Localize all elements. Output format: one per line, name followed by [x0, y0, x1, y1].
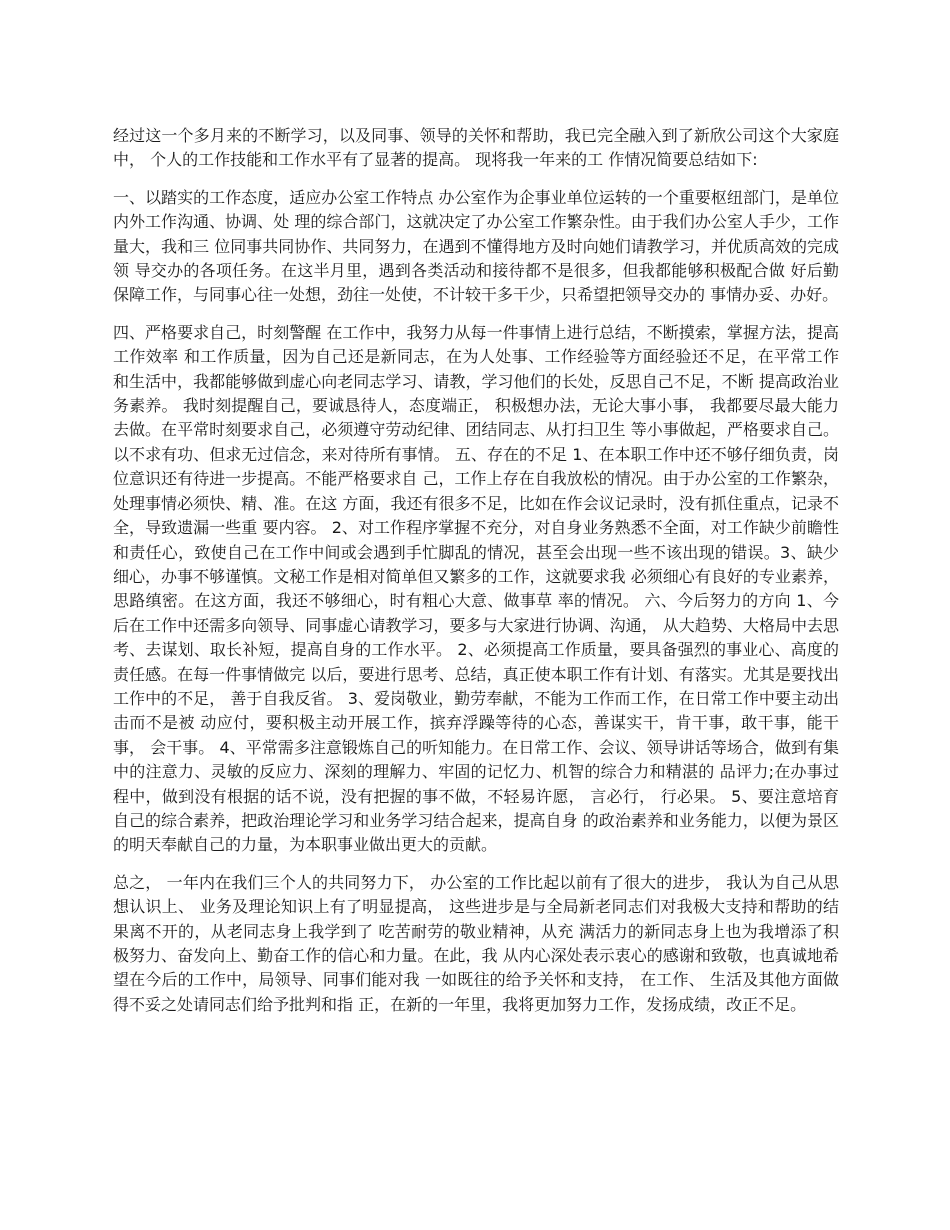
paragraph-intro: 经过这一个多月来的不断学习，以及同事、领导的关怀和帮助，我已完全融入到了新欣公司这个大家庭中， 个人的工作技能和工作水平有了显著的提高。 现将我一年来的工 作情况简要总结如下: [113, 126, 839, 170]
paragraph-section-one: 一、以踏实的工作态度，适应办公室工作特点 办公室作为企事业单位运转的一个重要枢纽部门，是单位内外工作沟通、协调、处 理的综合部门，这就决定了办公室工作繁杂性。由于我们办公室人手少，工作量大，我和三 位同事共同协作、共同努力，在遇到不懂得地方及时向她们请教学习，并优质高效的完成领 导交办的各项任务。在这半月里，遇到各类活动和接待都不是很多，但我都能够积极配合做 好后勤保障工作，与同事心往一处想，劲往一处使，不计较干多干少，只希望把领导交办的 事情办妥、办好。 [113, 187, 839, 305]
paragraph-conclusion: 总之， 一年内在我们三个人的共同努力下， 办公室的工作比起以前有了很大的进步， 我认为自己从思想认识上、 业务及理论知识上有了明显提高， 这些进步是与全局新老同志们对我极大支持和帮助的结果离不开的，从老同志身上我学到了 吃苦耐劳的敬业精神，从充 满活力的新同志身上也为我增添了积极努力、奋发向上、勤奋工作的信心和力量。在此，我 从内心深处表示衷心的感谢和致敬，也真诚地希望在今后的工作中，局领导、同事们能对我 一如既往的给予关怀和支持， 在工作、 生活及其他方面做得不妥之处请同志们给予批判和指 正，在新的一年里，我将更加努力工作，发扬成绩，改正不足。 [113, 872, 839, 1014]
document-body [113, 124, 839, 1030]
paragraph-sections-four-to-six: 四、严格要求自己，时刻警醒 在工作中，我努力从每一件事情上进行总结，不断摸索，掌握方法，提高工作效率 和工作质量，因为自己还是新同志，在为人处事、工作经验等方面经验还不足，在平常工作 和生活中，我都能够做到虚心向老同志学习、请教，学习他们的长处，反思自己不足，不断 提高政治业务素养。 我时刻提醒自己，要诚恳待人，态度端正， 积极想办法，无论大事小事， 我都要尽最大能力去做。在平常时刻要求自己，必须遵守劳动纪律、团结同志、从打扫卫生 等小事做起，严格要求自己。以不求有功、但求无过信念，来对待所有事情。 五、存在的不足 1、在本职工作中还不够仔细负责，岗位意识还有待进一步提高。不能严格要求自 己，工作上存在自我放松的情况。由于办公室的工作繁杂，处理事情必须快、精、准。在这 方面，我还有很多不足，比如在作会议记录时，没有抓住重点，记录不全，导致遗漏一些重 要内容。 2、对工作程序掌握不充分，对自身业务熟悉不全面，对工作缺少前瞻性和责任心，致使自己在工作中间或会遇到手忙脚乱的情况，甚至会出现一些不该出现的错误。3、缺少细心，办事不够谨慎。文秘工作是相对简单但又繁多的工作，这就要求我 必须细心有良好的专业素养，思路缜密。在这方面，我还不够细心，时有粗心大意、做事草 率的情况。 六、今后努力的方向 1、今后在工作中还需多向领导、同事虚心请教学习，要多与大家进行协调、沟通， 从大趋势、大格局中去思考、去谋划、取长补短，提高自身的工作水平。 2、必须提高工作质量，要具备强烈的事业心、高度的责任感。在每一件事情做完 以后，要进行思考、总结，真正使本职工作有计划、有落实。尤其是要找出工作中的不足， 善于自我反省。 3、爱岗敬业，勤劳奉献，不能为工作而工作，在日常工作中要主动出击而不是被 动应付，要积极主动开展工作，摈弃浮躁等待的心态，善谋实干，肯干事，敢干事，能干事， 会干事。 4、平常需多注意锻炼自己的听知能力。在日常工作、会议、领导讲话等场合，做到有集中的注意力、灵敏的反应力、深刻的理解力、牢固的记忆力、机智的综合力和精湛的 品评力;在办事过程中，做到没有根据的话不说，没有把握的事不做，不轻易许愿， 言必行， 行必果。 5、要注意培育自己的综合素养，把政治理论学习和业务学习结合起来，提高自身 的政治素养和业务能力，以便为景区的明天奉献自己的力量，为本职事业做出更大的贡献。 [113, 322, 839, 855]
